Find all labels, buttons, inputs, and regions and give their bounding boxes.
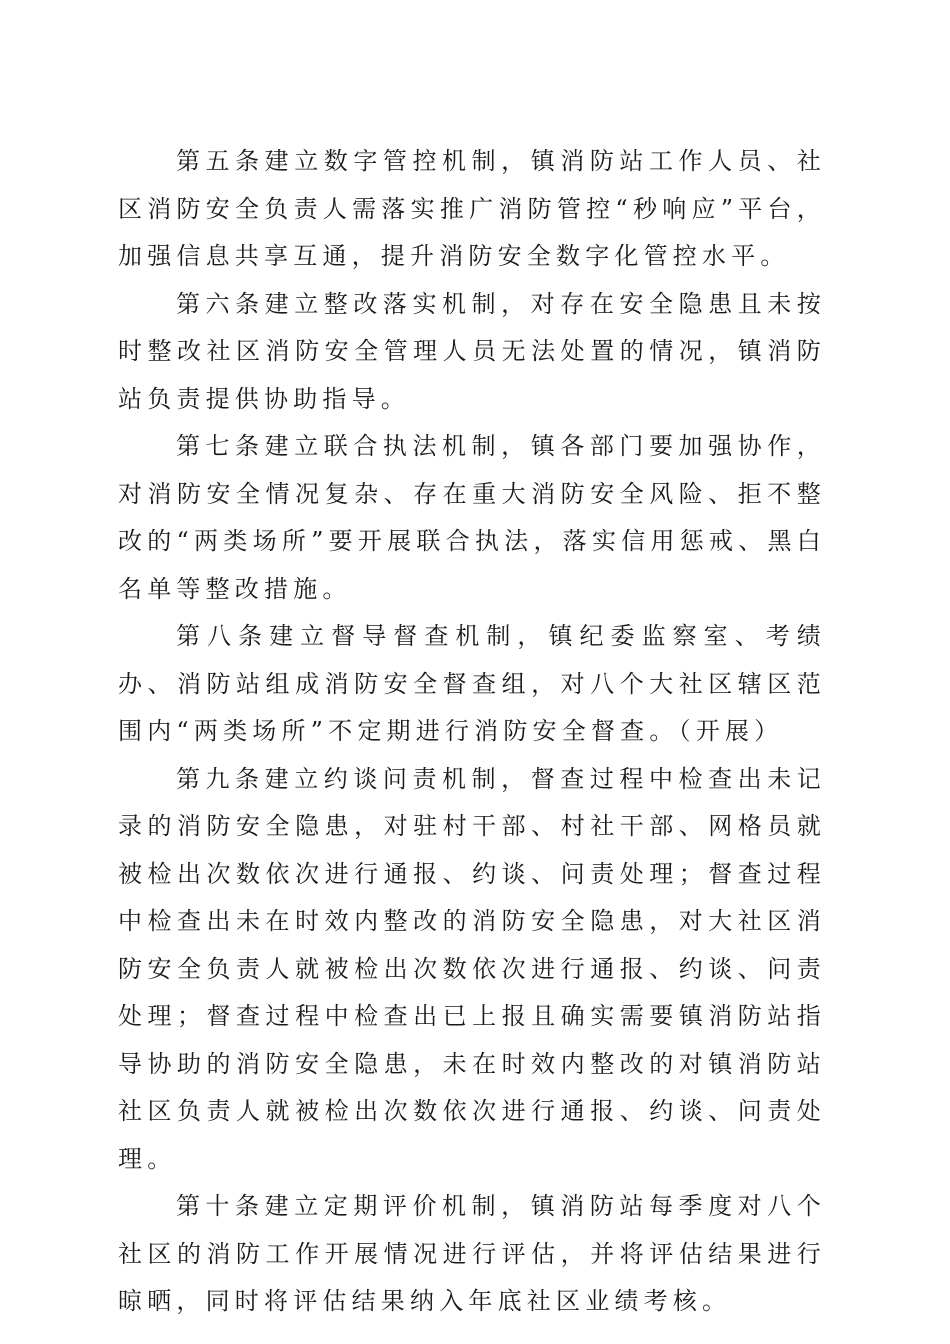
article-6-paragraph: 第六条建立整改落实机制，对存在安全隐患且未按时整改社区消防安全管理人员无法处置的情况，镇消防站负责提供协助指导。 (118, 289, 826, 413)
article-9-paragraph: 第九条建立约谈问责机制，督查过程中检查出未记录的消防安全隐患，对驻村干部、村社干部、网格员就被检出次数依次进行通报、约谈、问责处理；督查过程中检查出未在时效内整改的消防安全隐患，对大社区消防安全负责人就被检出次数依次进行通报、约谈、问责处理；督查过程中检查出已上报且确实需要镇消防站指导协助的消防安全隐患，未在时效内整改的对镇消防站社区负责人就被检出次数依次进行通报、约谈、问责处理。 (118, 764, 826, 1173)
article-10-paragraph: 第十条建立定期评价机制，镇消防站每季度对八个社区的消防工作开展情况进行评估，并将评估结果进行晾晒，同时将评估结果纳入年底社区业绩考核。 (118, 1192, 826, 1315)
article-7-paragraph: 第七条建立联合执法机制，镇各部门要加强协作，对消防安全情况复杂、存在重大消防安全风险、拒不整改的“两类场所”要开展联合执法，落实信用惩戒、黑白名单等整改措施。 (118, 432, 826, 603)
article-8-paragraph: 第八条建立督导督查机制，镇纪委监察室、考绩办、消防站组成消防安全督查组，对八个大社区辖区范围内“两类场所”不定期进行消防安全督查。（开展） (118, 622, 826, 745)
document-body (118, 138, 826, 1326)
article-5-paragraph: 第五条建立数字管控机制，镇消防站工作人员、社区消防安全负责人需落实推广消防管控“秒响应”平台，加强信息共享互通，提升消防安全数字化管控水平。 (118, 147, 826, 270)
